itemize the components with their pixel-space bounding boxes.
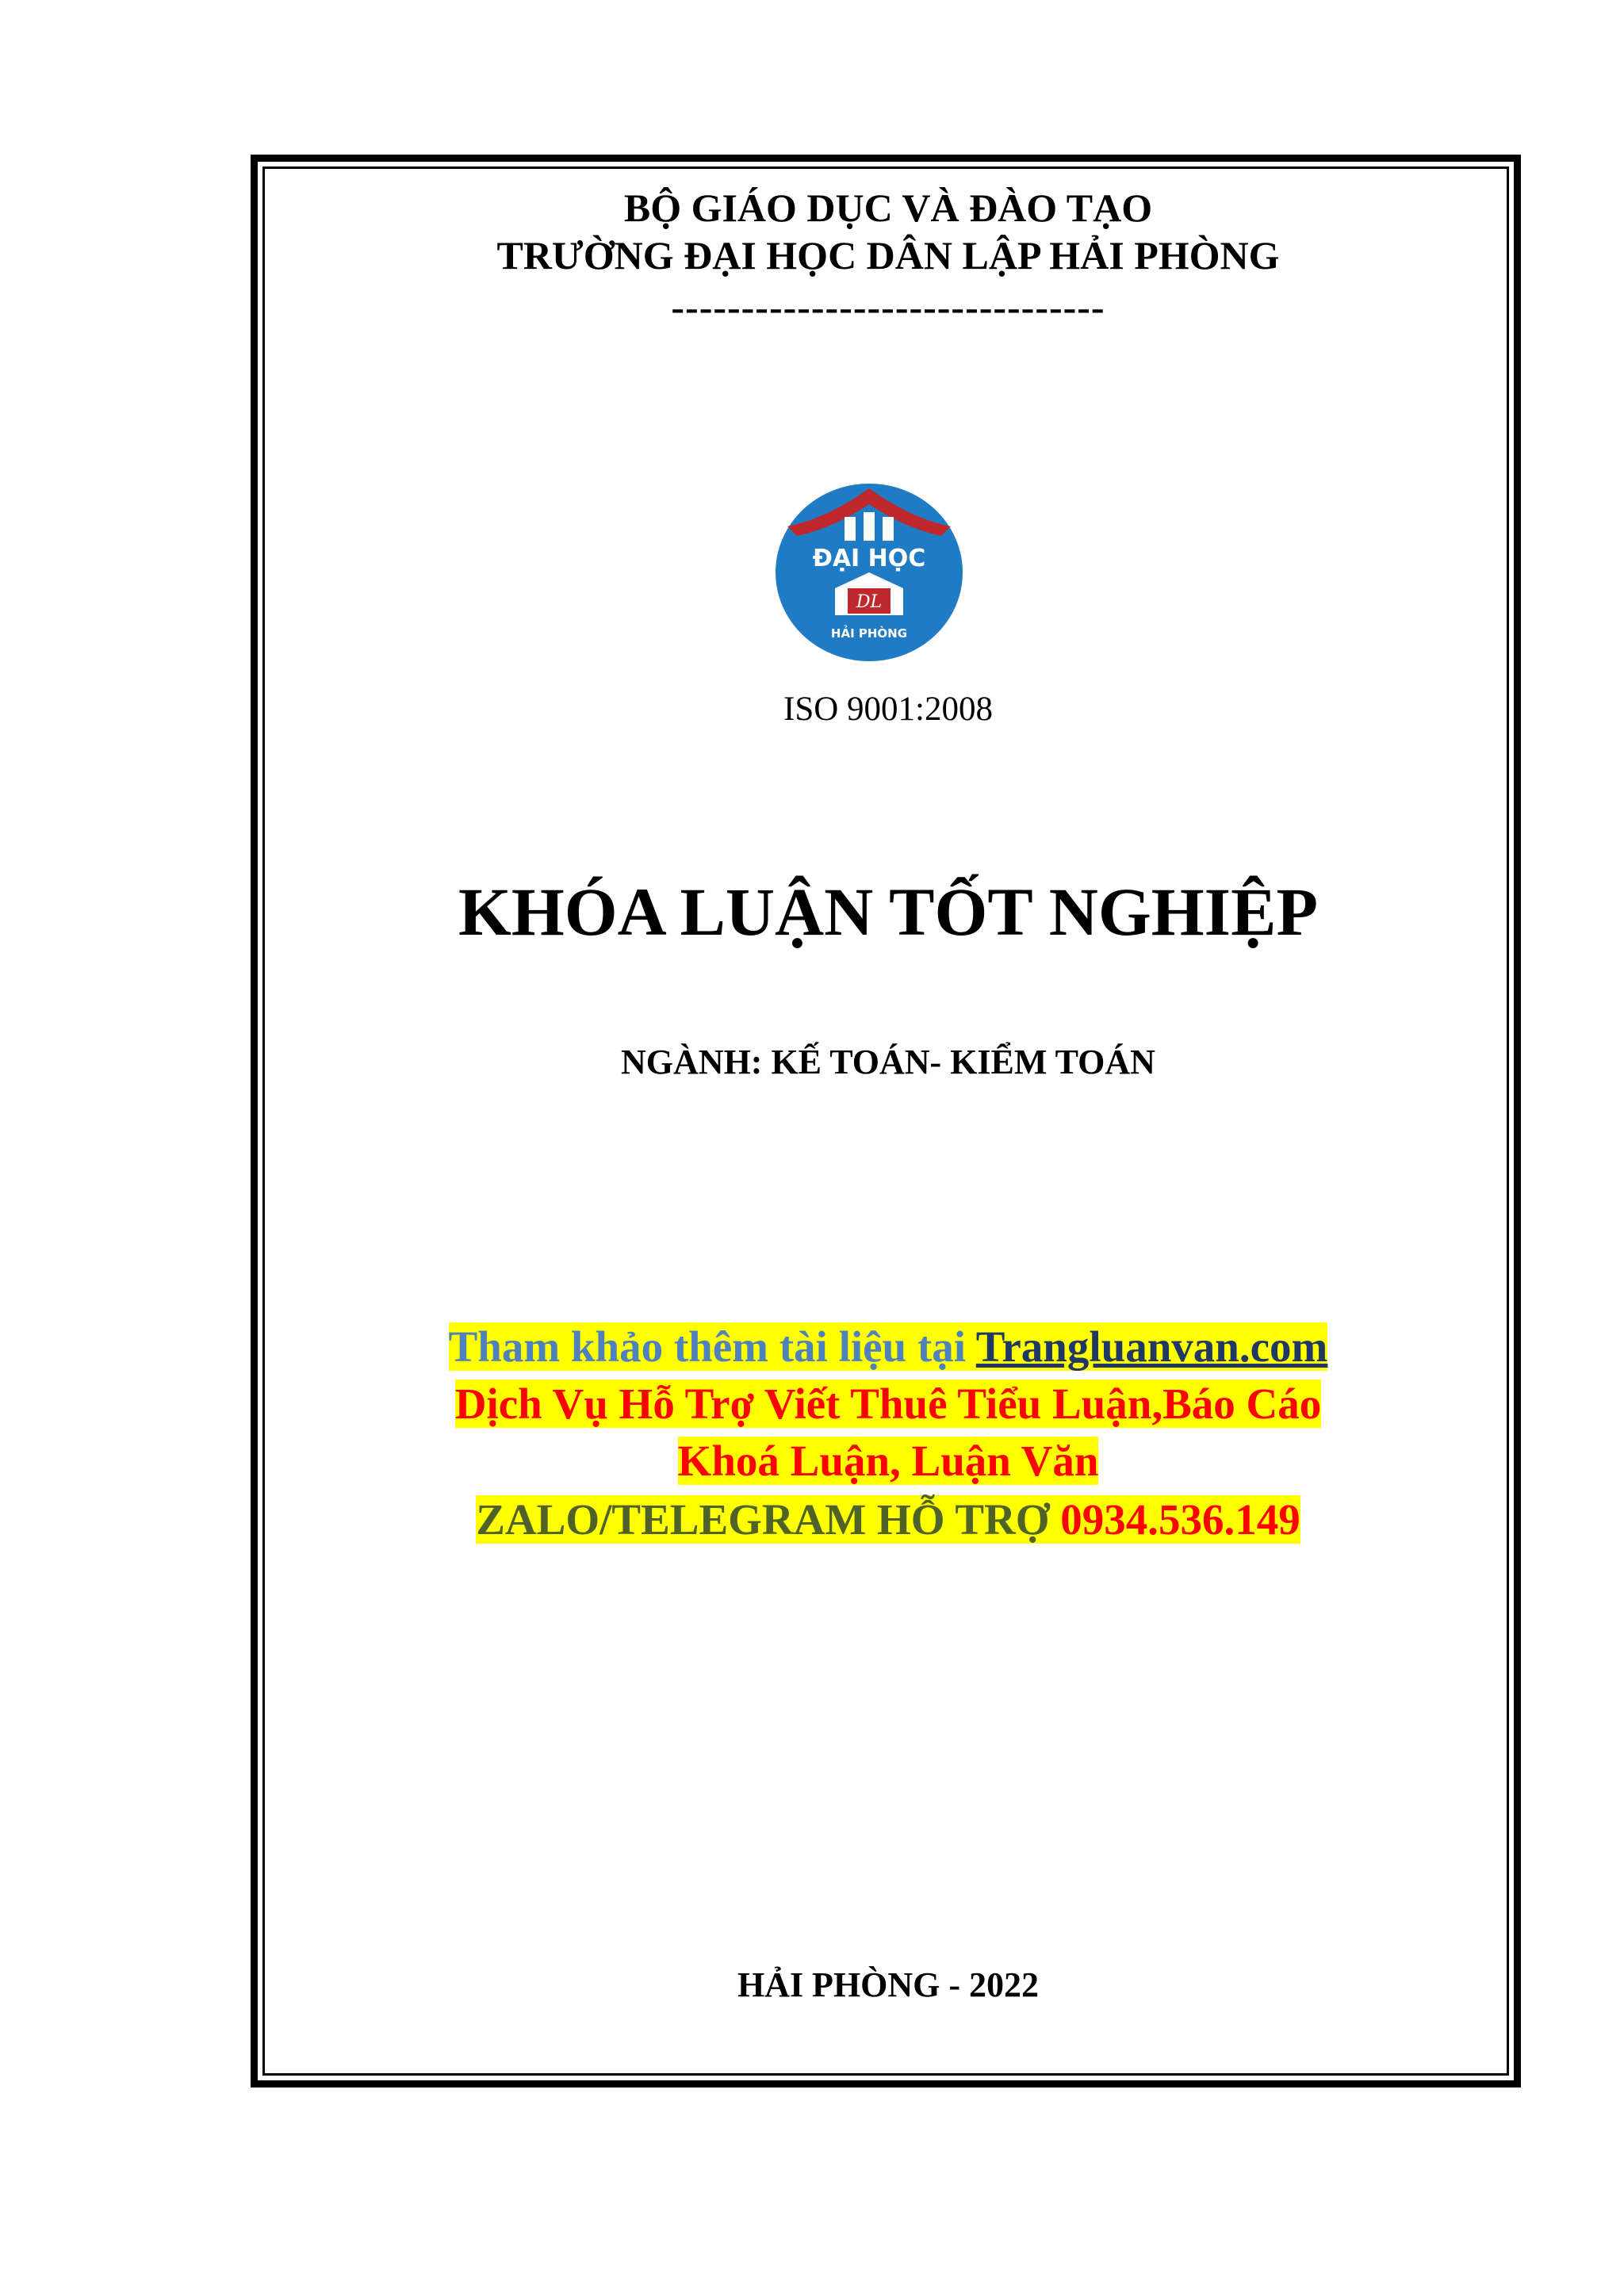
promo-line-reference — [0, 1320, 1624, 1374]
promo-contact-label: ZALO/TELEGRAM HỖ TRỢ — [476, 1495, 1061, 1544]
promo-line-thesis — [0, 1434, 1624, 1488]
ministry-heading: BỘ GIÁO DỤC VÀ ĐÀO TẠO — [623, 186, 1153, 230]
major-label: NGÀNH: KẾ TOÁN- KIỂM TOÁN — [621, 1043, 1155, 1081]
promo-line-contact — [0, 1493, 1624, 1547]
promo-phone-number: 0934.536.149 — [1060, 1495, 1300, 1544]
header-separator: ------------------------------- — [671, 285, 1105, 329]
logo-column — [883, 517, 894, 541]
logo-monogram: DL — [856, 592, 883, 612]
iso-certification: ISO 9001:2008 — [783, 691, 993, 728]
logo-column — [845, 517, 856, 541]
university-heading: TRƯỜNG ĐẠI HỌC DÂN LẬP HẢI PHÒNG — [496, 233, 1280, 277]
footer-place-year: HẢI PHÒNG - 2022 — [737, 1965, 1040, 2004]
promo-service-text: Dịch Vụ Hỗ Trợ Viết Thuê Tiểu Luận,Báo Cáo — [454, 1380, 1322, 1428]
promo-line-service — [0, 1377, 1624, 1431]
promo-thesis-text: Khoá Luận, Luận Văn — [677, 1437, 1099, 1485]
promo-reference-text: Tham khảo thêm tài liệu tại — [448, 1322, 976, 1371]
document-title: KHÓA LUẬN TỐT NGHIỆP — [458, 874, 1318, 950]
logo-column — [864, 512, 875, 541]
logo-top-text: ĐẠI HỌC — [812, 545, 926, 572]
university-logo — [772, 469, 967, 664]
promo-website-link[interactable]: Trangluanvan.com — [975, 1322, 1328, 1371]
logo-bottom-text: HẢI PHÒNG — [830, 626, 908, 641]
page-border-inner — [262, 166, 1509, 2076]
